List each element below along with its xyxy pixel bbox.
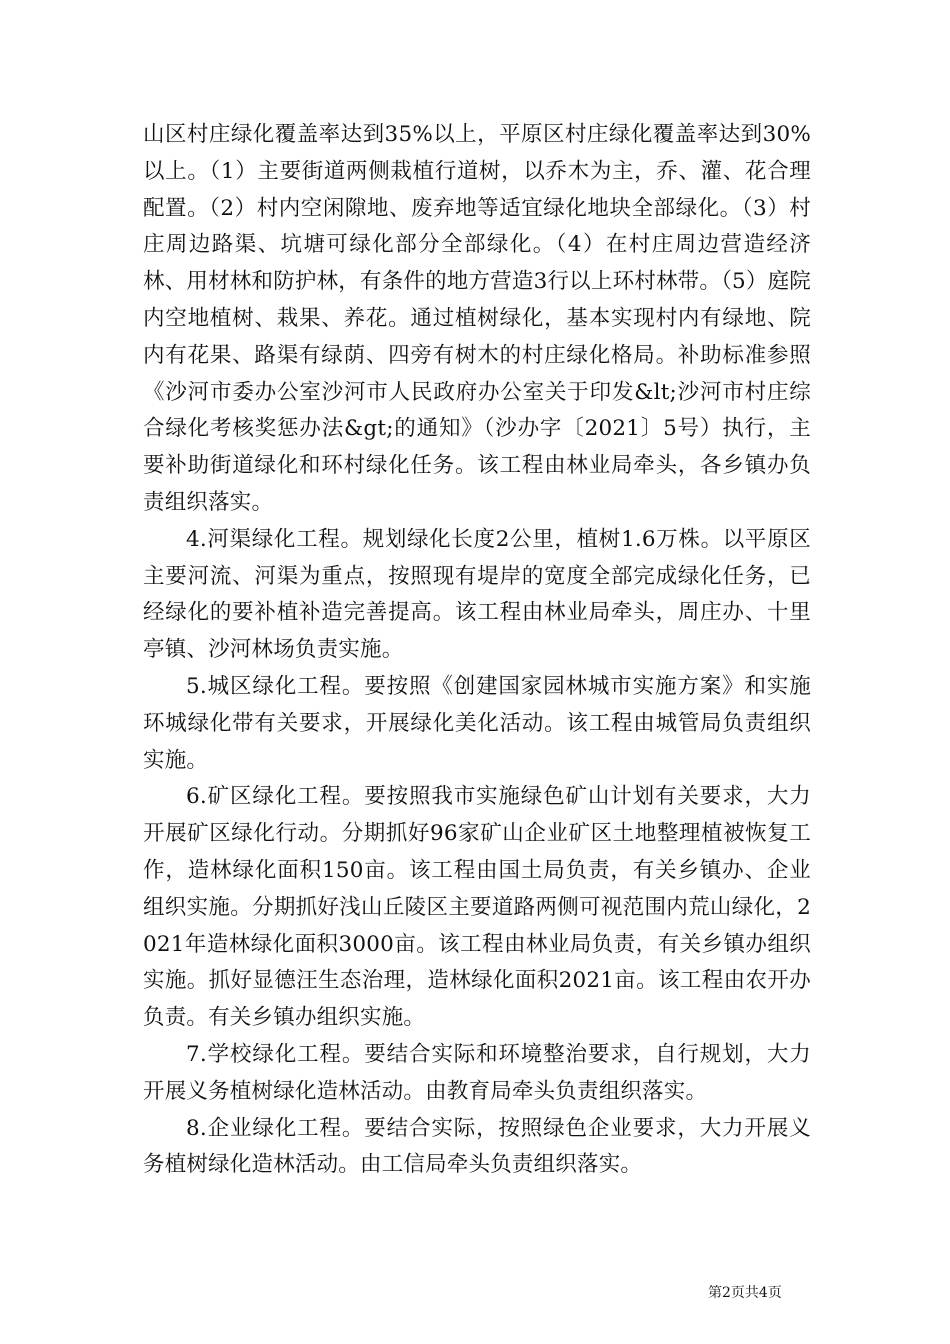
paragraph-school-greening: 7.学校绿化工程。要结合实际和环境整治要求，自行规划，大力开展义务植树绿化造林活动。由教育局牵头负责组织落实。 xyxy=(143,1041,811,1104)
page-number: 第2页共4页 xyxy=(708,1285,782,1301)
paragraph-village-greening-continued: 山区村庄绿化覆盖率达到35%以上，平原区村庄绿化覆盖率达到30%以上。（1）主要街道两侧栽植行道树，以乔木为主，乔、灌、花合理配置。（2）村内空闲隙地、废弃地等适宜绿化地块全部绿化。（3）村庄周边路渠、坑塘可绿化部分全部绿化。（4）在村庄周边营造经济林、用材林和防护林，有条件的地方营造3行以上环村林带。（5）庭院内空地植树、栽果、养花。通过植树绿化，基本实现村内有绿地、院内有花果、路渠有绿荫、四旁有树木的村庄绿化格局。补助标准参照《沙河市委办公室沙河市人民政府办公室关于印发&lt;沙河市村庄综合绿化考核奖惩办法&gt;的通知》（沙办字〔2021〕5号）执行，主要补助街道绿化和环村绿化任务。该工程由林业局牵头，各乡镇办负责组织落实。 xyxy=(143,122,812,515)
paragraph-mining-greening: 6.矿区绿化工程。要按照我市实施绿色矿山计划有关要求，大力开展矿区绿化行动。分期抓好96家矿山企业矿区土地整理植被恢复工作，造林绿化面积150亩。该工程由国土局负责，有关乡镇办、企业组织实施。分期抓好浅山丘陵区主要道路两侧可视范围内荒山绿化，2021年造林绿化面积3000亩。该工程由林业局负责，有关乡镇办组织实施。抓好显德汪生态治理，造林绿化面积2021亩。该工程由农开办负责。有关乡镇办组织实施。 xyxy=(143,784,811,1031)
paragraph-urban-greening: 5.城区绿化工程。要按照《创建国家园林城市实施方案》和实施环城绿化带有关要求，开展绿化美化活动。该工程由城管局负责组织实施。 xyxy=(143,673,811,773)
body-text xyxy=(143,117,811,1184)
paragraph-enterprise-greening: 8.企业绿化工程。要结合实际，按照绿色企业要求，大力开展义务植树绿化造林活动。由工信局牵头负责组织落实。 xyxy=(143,1115,811,1178)
paragraph-canal-greening: 4.河渠绿化工程。规划绿化长度2公里，植树1.6万株。以平原区主要河流、河渠为重点，按照现有堤岸的宽度全部完成绿化任务，已经绿化的要补植补造完善提高。该工程由林业局牵头，周庄办、十里亭镇、沙河林场负责实施。 xyxy=(143,526,811,663)
